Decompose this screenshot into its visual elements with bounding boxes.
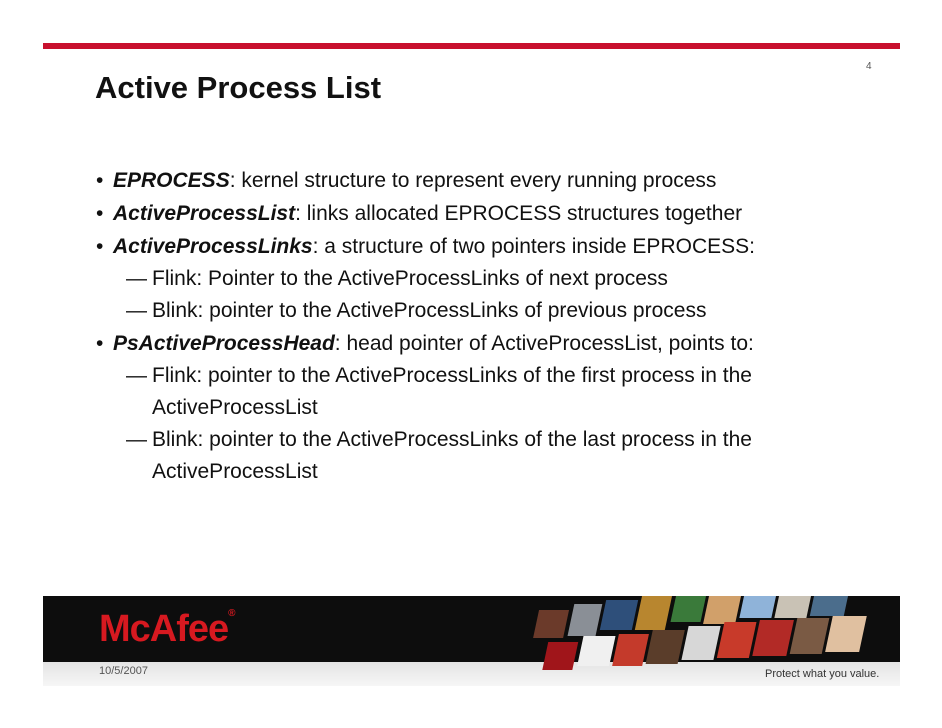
footer-banner [43, 596, 900, 686]
bullet-dot: • [96, 202, 104, 225]
sub-bullet-text: Blink: pointer to the ActiveProcessLinks of the last process in the [152, 428, 752, 451]
collage-tile [568, 604, 603, 636]
collage-tile [635, 596, 672, 630]
collage-tile [739, 596, 778, 618]
collage-tile [646, 630, 685, 664]
mcafee-logo [99, 608, 236, 651]
bullet-text: : kernel structure to represent every running process [229, 169, 717, 192]
bullet-text: : a structure of two pointers inside EPROCESS: [312, 235, 755, 258]
bullet-list [96, 164, 856, 488]
collage-tile [825, 616, 867, 652]
sub-bullet-continuation: ActiveProcessList [152, 460, 318, 483]
collage-tile [717, 622, 757, 658]
collage-tile [542, 642, 578, 670]
bullet-dot: • [96, 332, 104, 355]
bullet-dot: • [96, 235, 104, 258]
bullet-item [96, 327, 856, 360]
sub-bullet-text: Flink: Pointer to the ActiveProcessLinks of next process [152, 267, 668, 290]
bullet-term: ActiveProcessList [113, 202, 296, 225]
tagline: Protect what you value. [765, 668, 880, 680]
sub-bullet-text: Flink: pointer to the ActiveProcessLinks of the first process in the [152, 364, 752, 387]
bullet-term: PsActiveProcessHead [113, 332, 335, 355]
bullet-term: EPROCESS [113, 169, 230, 192]
bullet-item [96, 230, 856, 263]
sub-bullet-item [96, 295, 856, 327]
bullet-item [96, 197, 856, 230]
slide-date: 10/5/2007 [99, 665, 148, 677]
collage-tile [612, 634, 649, 666]
sub-bullet-item [96, 424, 856, 488]
sub-bullet-dash: — [126, 428, 147, 451]
sub-bullet-dash: — [126, 267, 147, 290]
sub-bullet-dash: — [126, 364, 147, 387]
collage-tile [752, 620, 794, 656]
sub-bullet-dash: — [126, 299, 147, 322]
collage-tile [703, 596, 743, 624]
collage-tile [681, 626, 720, 660]
bullet-text: : head pointer of ActiveProcessList, points to: [334, 332, 754, 355]
sub-bullet-item [96, 263, 856, 295]
logo-registered-mark: ® [228, 608, 236, 619]
logo-wordmark: McAfee [99, 608, 229, 650]
collage-tile [577, 636, 615, 666]
collage-tile [670, 596, 706, 622]
sub-bullet-continuation: ActiveProcessList [152, 396, 318, 419]
slide-title: Active Process List [95, 70, 382, 105]
collage-tile [790, 618, 830, 654]
bullet-item [96, 164, 856, 197]
collage-tile [774, 596, 814, 618]
top-accent-bar [43, 43, 900, 49]
bullet-dot: • [96, 169, 104, 192]
sub-bullet-text: Blink: pointer to the ActiveProcessLinks of previous process [152, 299, 707, 322]
bullet-term: ActiveProcessLinks [113, 235, 313, 258]
collage-tile [533, 610, 569, 638]
sub-bullet-item [96, 360, 856, 424]
collage-tile [810, 596, 851, 616]
page-number: 4 [866, 61, 872, 72]
collage-tile [600, 600, 638, 630]
bullet-text: : links allocated EPROCESS structures together [295, 202, 743, 225]
